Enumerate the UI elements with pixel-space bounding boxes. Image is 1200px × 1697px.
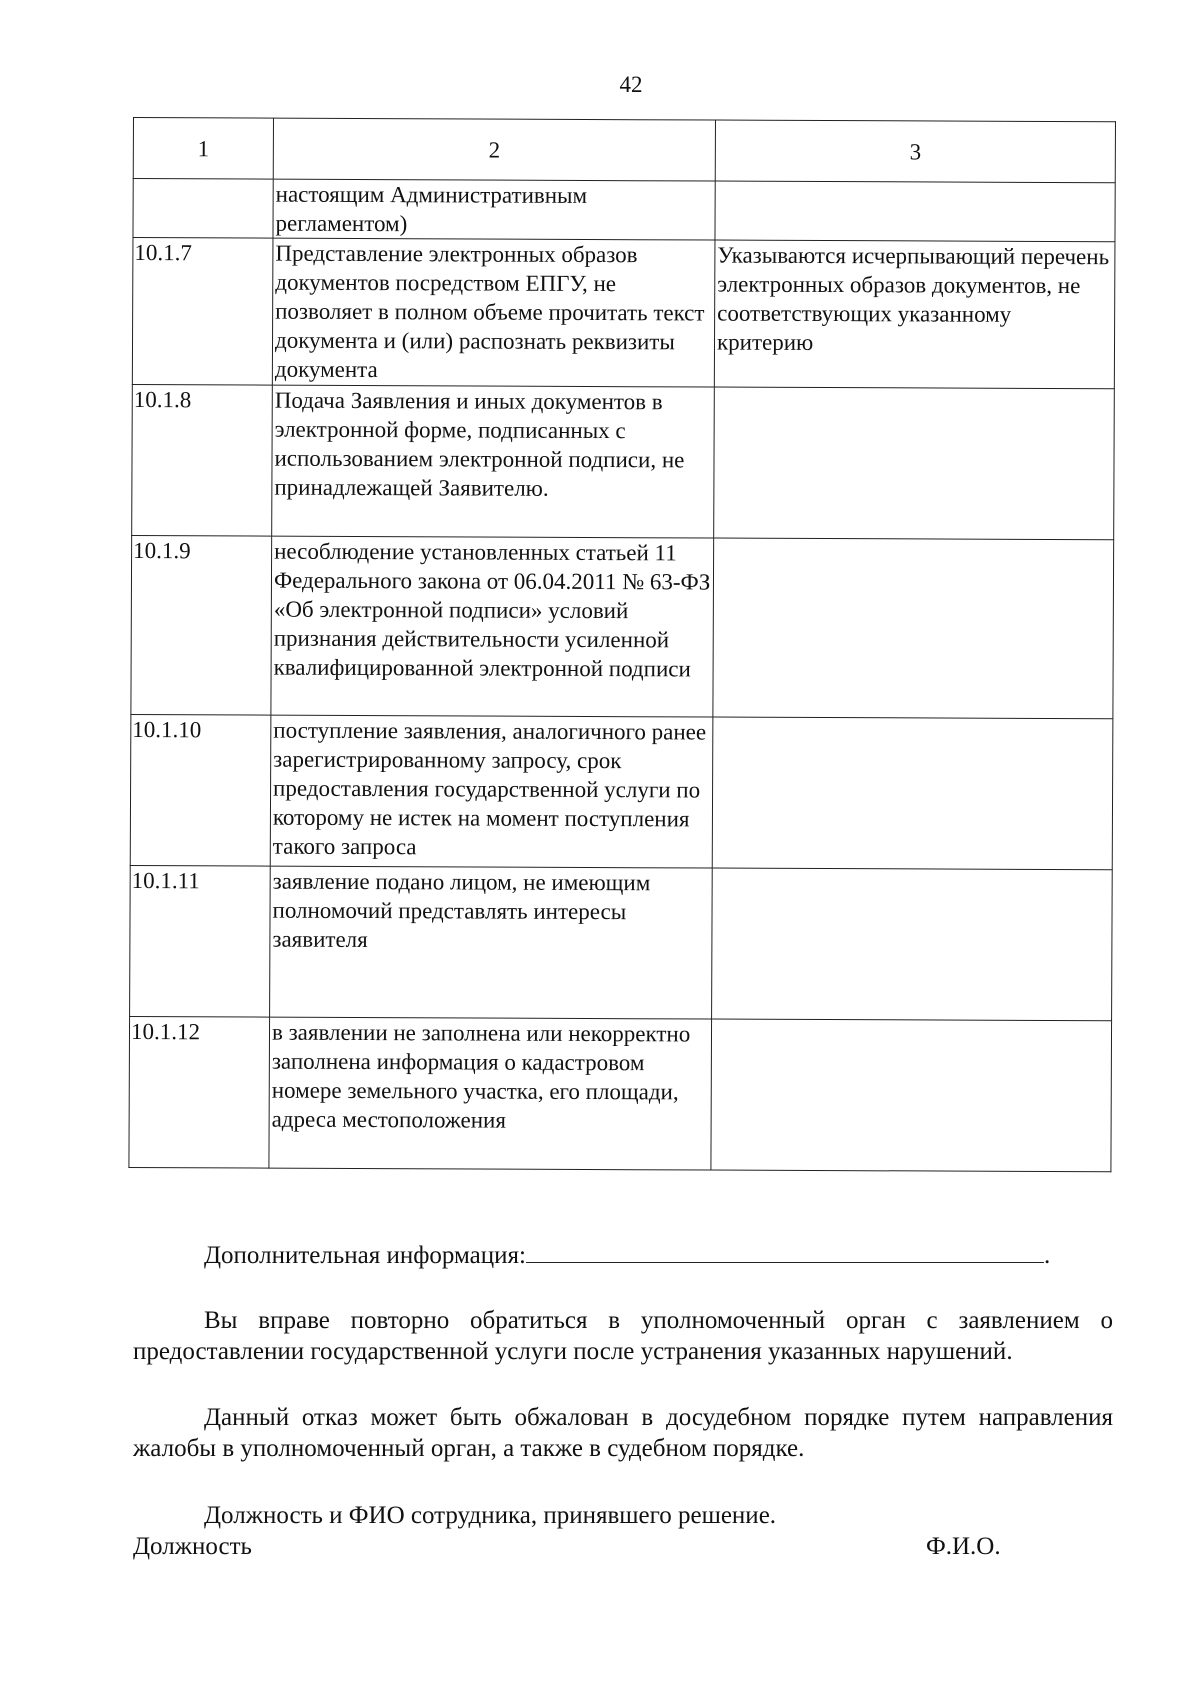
table-row — [132, 384, 1115, 539]
column-header-1: 1 — [133, 118, 273, 180]
explanation-text — [715, 181, 1115, 242]
page-number: 42 — [619, 72, 643, 97]
additional-info — [204, 1240, 1124, 1272]
reapply-paragraph: Вы вправе повторно обратиться в уполномоченный орган с заявлением о предоставлении государственной услуги после устранения указанных нарушений. — [133, 1307, 1113, 1365]
fio-label: Ф.И.О. — [926, 1533, 1001, 1560]
table-row — [129, 1016, 1112, 1171]
table-row — [130, 714, 1113, 869]
row-number: 10.1.8 — [132, 384, 273, 536]
table-row — [130, 865, 1113, 1020]
explanation-text — [712, 717, 1113, 870]
column-header-2: 2 — [273, 118, 715, 181]
table-row — [133, 179, 1115, 242]
reason-text: настоящим Административным регламентом) — [273, 179, 715, 240]
reason-text: поступление заявления, аналогичного ранее зарегистрированному запросу, срок предоставления государственной услуги по которому не истек на момент поступления такого запроса — [270, 715, 713, 868]
table-row — [131, 535, 1114, 718]
additional-info-end: . — [1044, 1242, 1051, 1269]
fill-in-line — [526, 1240, 1044, 1263]
explanation-text — [714, 387, 1115, 540]
explanation-text: Указываются исчерпывающий перечень электронных образов документов, не соответствующих указанному критерию — [714, 240, 1115, 389]
table-row — [132, 238, 1115, 389]
row-number: 10.1.10 — [130, 714, 271, 866]
reason-text: заявление подано лицом, не имеющим полномочий представлять интересы заявителя — [270, 866, 713, 1019]
reason-text: Подача Заявления и иных документов в электронной форме, подписанных с использованием электронной подписи, не принадлежащей Заявителю. — [272, 385, 715, 538]
table-header-row — [133, 118, 1115, 183]
position-label: Должность — [133, 1533, 252, 1560]
reason-text: Представление электронных образов документов посредством ЕПГУ, не позволяет в полном объеме прочитать текст документа и (или) распознать реквизиты документа — [272, 238, 715, 387]
row-number — [133, 179, 273, 239]
reason-text: несоблюдение установленных статьей 11 Федерального закона от 06.04.2011 № 63-ФЗ «Об электронной подписи» условий признания действительности усиленной квалифицированной электронной подписи — [271, 536, 714, 717]
row-number: 10.1.11 — [130, 865, 271, 1017]
row-number: 10.1.9 — [131, 535, 272, 715]
explanation-text — [712, 868, 1113, 1021]
column-header-3: 3 — [715, 120, 1115, 183]
appeal-paragraph: Данный отказ может быть обжалован в досудебном порядке путем направления жалобы в уполномоченный орган, а также в судебном порядке. — [133, 1404, 1113, 1462]
row-number: 10.1.12 — [129, 1016, 270, 1168]
explanation-text — [711, 1019, 1112, 1172]
reason-text: в заявлении не заполнена или некорректно заполнена информация о кадастровом номере земельного участка, его площади, адреса местоположения — [269, 1017, 712, 1170]
row-number: 10.1.7 — [132, 238, 273, 386]
refusal-reasons-table — [128, 117, 1116, 1172]
additional-info-label: Дополнительная информация: — [204, 1242, 526, 1269]
explanation-text — [713, 538, 1114, 719]
signature-intro: Должность и ФИО сотрудника, принявшего решение. — [204, 1502, 777, 1529]
